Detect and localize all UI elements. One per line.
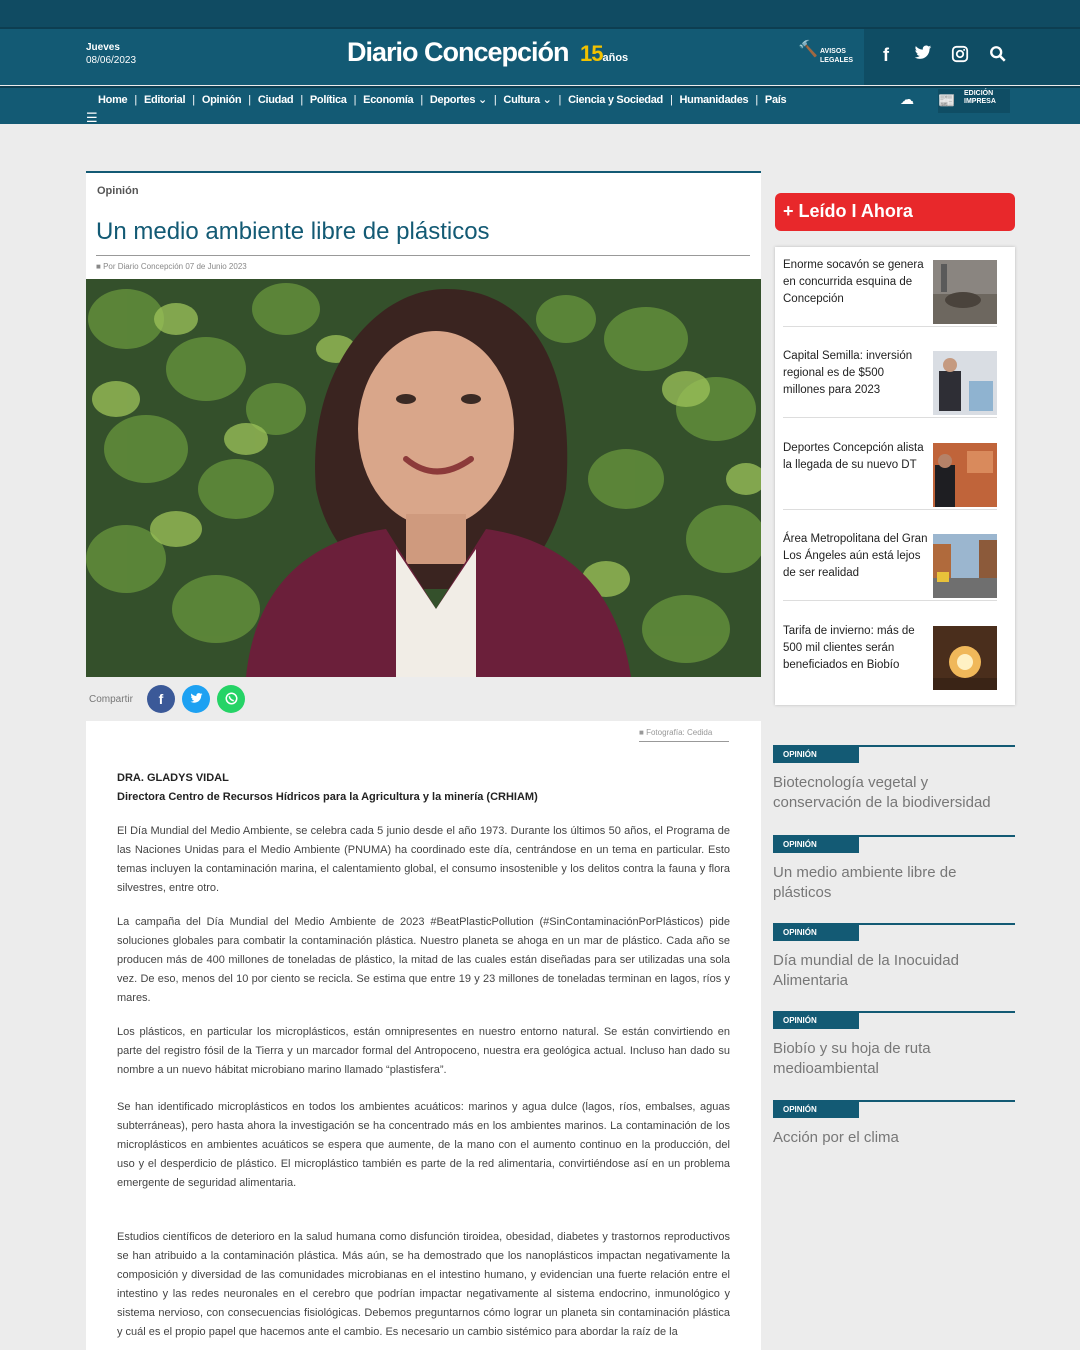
anniversary-badge	[580, 41, 628, 67]
opinion-tag: OPINIÓN	[773, 837, 859, 853]
opinion-tag: OPINIÓN	[773, 925, 859, 941]
nav-separator: |	[493, 94, 497, 106]
opinion-title: Acción por el clima	[773, 1129, 899, 1146]
news-thumbnail	[933, 443, 997, 507]
nav-separator: |	[558, 94, 562, 106]
nav-separator: |	[755, 94, 758, 106]
opinion-tag: OPINIÓN	[773, 747, 859, 763]
facebook-icon[interactable]: f	[883, 45, 889, 65]
article-header	[86, 171, 761, 281]
opinion-tag: OPINIÓN	[773, 1013, 859, 1029]
weather-icon[interactable]: ☁	[900, 91, 914, 107]
photo-credit-text: Fotografía: Cedida	[646, 728, 713, 737]
opinion-tag: OPINIÓN	[773, 1102, 859, 1118]
anniversary-word: años	[602, 52, 629, 64]
nav-item[interactable]: Home	[98, 94, 128, 106]
paragraph: Los plásticos, en particular los microplásticos, están omnipresentes en nuestro entorno natural. Se están convirtiendo en parte del registro fósil de la Tierra y un marcador formal del Antropoceno, nuestra era geológica actual. Incluso han dado su nombre a un nuevo hábitat microbiano marino llamado “plastisfera”.	[117, 1026, 730, 1076]
nav-item[interactable]: Economía	[363, 94, 414, 106]
nav-item[interactable]: País	[764, 94, 787, 106]
news-thumbnail	[933, 534, 997, 598]
avisos-label: AVISOS LEGALES	[820, 48, 854, 64]
opinion-title: Día mundial de la Inocuidad Alimentaria	[773, 952, 959, 989]
author-name: DRA. GLADYS VIDAL	[117, 772, 229, 784]
author-role: Directora Centro de Recursos Hídricos para la Agricultura y la minería (CRHIAM)	[117, 791, 538, 803]
twitter-share-icon[interactable]	[182, 685, 210, 713]
title-divider	[96, 255, 750, 256]
list-item[interactable]	[783, 247, 997, 327]
site-header	[0, 27, 1080, 85]
nav-item[interactable]: Editorial	[143, 94, 186, 106]
nav-item[interactable]: Ciudad	[257, 94, 294, 106]
photo-credit: ■ Fotografía: Cedida	[639, 728, 729, 742]
nav-item[interactable]: Deportes ⌄	[429, 94, 487, 106]
nav-separator: |	[192, 94, 195, 106]
opinion-title: Biobío y su hoja de ruta medioambiental	[773, 1040, 931, 1077]
nav-separator: |	[248, 94, 251, 106]
whatsapp-share-icon[interactable]	[217, 685, 245, 713]
opinion-title: Biotecnología vegetal y conservación de la biodiversidad	[773, 774, 991, 811]
news-thumbnail	[933, 626, 997, 690]
nav-separator: |	[134, 94, 137, 106]
edicion-impresa-button[interactable]	[938, 89, 1010, 113]
list-item-title: Tarifa de invierno: más de 500 mil clientes serán beneficiados en Biobío	[783, 625, 915, 671]
article-byline: ■ Por Diario Concepción 07 de Junio 2023	[96, 262, 247, 271]
instagram-icon[interactable]	[948, 45, 972, 68]
site-logo[interactable]	[347, 37, 629, 68]
twitter-icon[interactable]	[911, 45, 935, 66]
list-item[interactable]	[783, 521, 997, 601]
paragraph: El Día Mundial del Medio Ambiente, se celebra cada 5 junio desde el año 1973. Durante los últimos 50 años, el Programa de las Naciones Unidas para el Medio Ambiente (PNUMA) ha coordinado este día, centrándose en un tema en particular. Esto temas incluyen la contaminación marina, el calentamiento global, el consumo insostenible y los delitos contra la fauna y flora silvestres, entre otro.	[117, 825, 730, 894]
edicion-label: EDICIÓN IMPRESA	[964, 90, 996, 105]
list-item-title: Área Metropolitana del Gran Los Ángeles aún está lejos de ser realidad	[783, 533, 928, 579]
main-nav	[0, 86, 1080, 124]
nav-item[interactable]: Opinión	[201, 94, 242, 106]
opinion-title: Un medio ambiente libre de plásticos	[773, 864, 957, 901]
list-item[interactable]	[783, 338, 997, 418]
current-date	[86, 41, 136, 67]
nav-items	[98, 93, 786, 106]
article-title: Un medio ambiente libre de plásticos	[96, 218, 490, 245]
top-strip	[0, 0, 1080, 27]
list-item-title: Capital Semilla: inversión regional es de $500 millones para 2023	[783, 350, 913, 396]
list-item-title: Enorme socavón se genera en concurrida esquina de Concepción	[783, 259, 924, 305]
list-item[interactable]	[783, 613, 997, 693]
date-value: 08/06/2023	[86, 55, 137, 66]
nav-separator: |	[420, 94, 423, 106]
nav-separator: |	[669, 94, 673, 106]
news-thumbnail	[933, 351, 997, 415]
author-block	[117, 769, 538, 807]
nav-separator: |	[353, 94, 357, 106]
leido-ahora-list	[775, 247, 1015, 705]
logo-text: Diario Concepción	[347, 37, 569, 67]
leido-ahora-header: + Leído I Ahora	[775, 193, 1015, 231]
nav-item[interactable]: Humanidades	[679, 94, 749, 106]
nav-item[interactable]: Ciencia y Sociedad	[568, 94, 663, 106]
newspaper-icon: 📰	[938, 92, 956, 108]
date-day: Jueves	[86, 42, 120, 53]
list-item-title: Deportes Concepción alista la llegada de su nuevo DT	[783, 442, 924, 471]
list-item[interactable]	[783, 430, 997, 510]
gavel-icon: 🔨	[798, 41, 818, 58]
share-label: Compartir	[89, 694, 133, 705]
search-icon[interactable]	[986, 45, 1010, 68]
paragraph: Se han identificado microplásticos en todos los ambientes acuáticos: marinos y agua dulce (lagos, ríos, embalses, aguas subterráneas), pero hasta ahora la investigación se ha concentrado más en los ambientes marinos. La contaminación de los microplásticos en ambientes acuáticos se espera que aumente, de la mano con el aumento continuo en la producción, del uso y el desperdicio de plástico. El microplástico también es parte de la red alimentaria, convirtiéndose así en un problema emergente de seguridad alimentaria.	[117, 1101, 730, 1189]
anniversary-number: 15	[580, 41, 603, 66]
nav-separator: |	[300, 94, 303, 106]
paragraph: La campaña del Día Mundial del Medio Ambiente de 2023 #BeatPlasticPollution (#SinContaminaciónPorPlásticos) pide soluciones globales para combatir la contaminación plástica. Nuestro planeta se ahoga en un mar de plástico. Cada año se producen más de 400 millones de toneladas de plástico, la mitad de las cuales están diseñadas para ser utilizadas una sola vez. De eso, menos del 10 por ciento se recicla. Se estima que entre 19 y 23 millones de toneladas terminan en lagos, ríos y mares.	[117, 916, 730, 1004]
nav-item[interactable]: Política	[309, 94, 347, 106]
facebook-share-icon[interactable]: f	[147, 685, 175, 713]
hamburger-menu-icon[interactable]: ☰	[86, 110, 98, 125]
section-label[interactable]: Opinión	[97, 185, 139, 197]
nav-item[interactable]: Cultura ⌄	[503, 94, 552, 106]
byline-text: Por Diario Concepción 07 de Junio 2023	[103, 262, 247, 271]
article-body	[86, 721, 761, 1350]
news-thumbnail	[933, 260, 997, 324]
paragraph: Estudios científicos de deterioro en la salud humana como disfunción tiroidea, obesidad, diabetes y trastornos reproductivos se han atribuido a la contaminación plástica. Más aún, se ha demostrado que los nanoplásticos impactan negativamente la composición y diversidad de las comunidades microbianas en el intestino humano, y evidencian una fuerte relación entre el intestino y las redes neuronales en el cerebro que podrían impactar negativamente al sistema endocrino, inmunológico y sistema nervioso, con consecuencias fisiológicas. Debemos preguntarnos cómo lograr un planeta sin contaminación plástica y cuál es el propio papel que hacemos ante el cambio. Es necesario un cambio sistémico para abordar la raíz de la	[117, 1231, 730, 1338]
article-photo	[86, 279, 761, 677]
